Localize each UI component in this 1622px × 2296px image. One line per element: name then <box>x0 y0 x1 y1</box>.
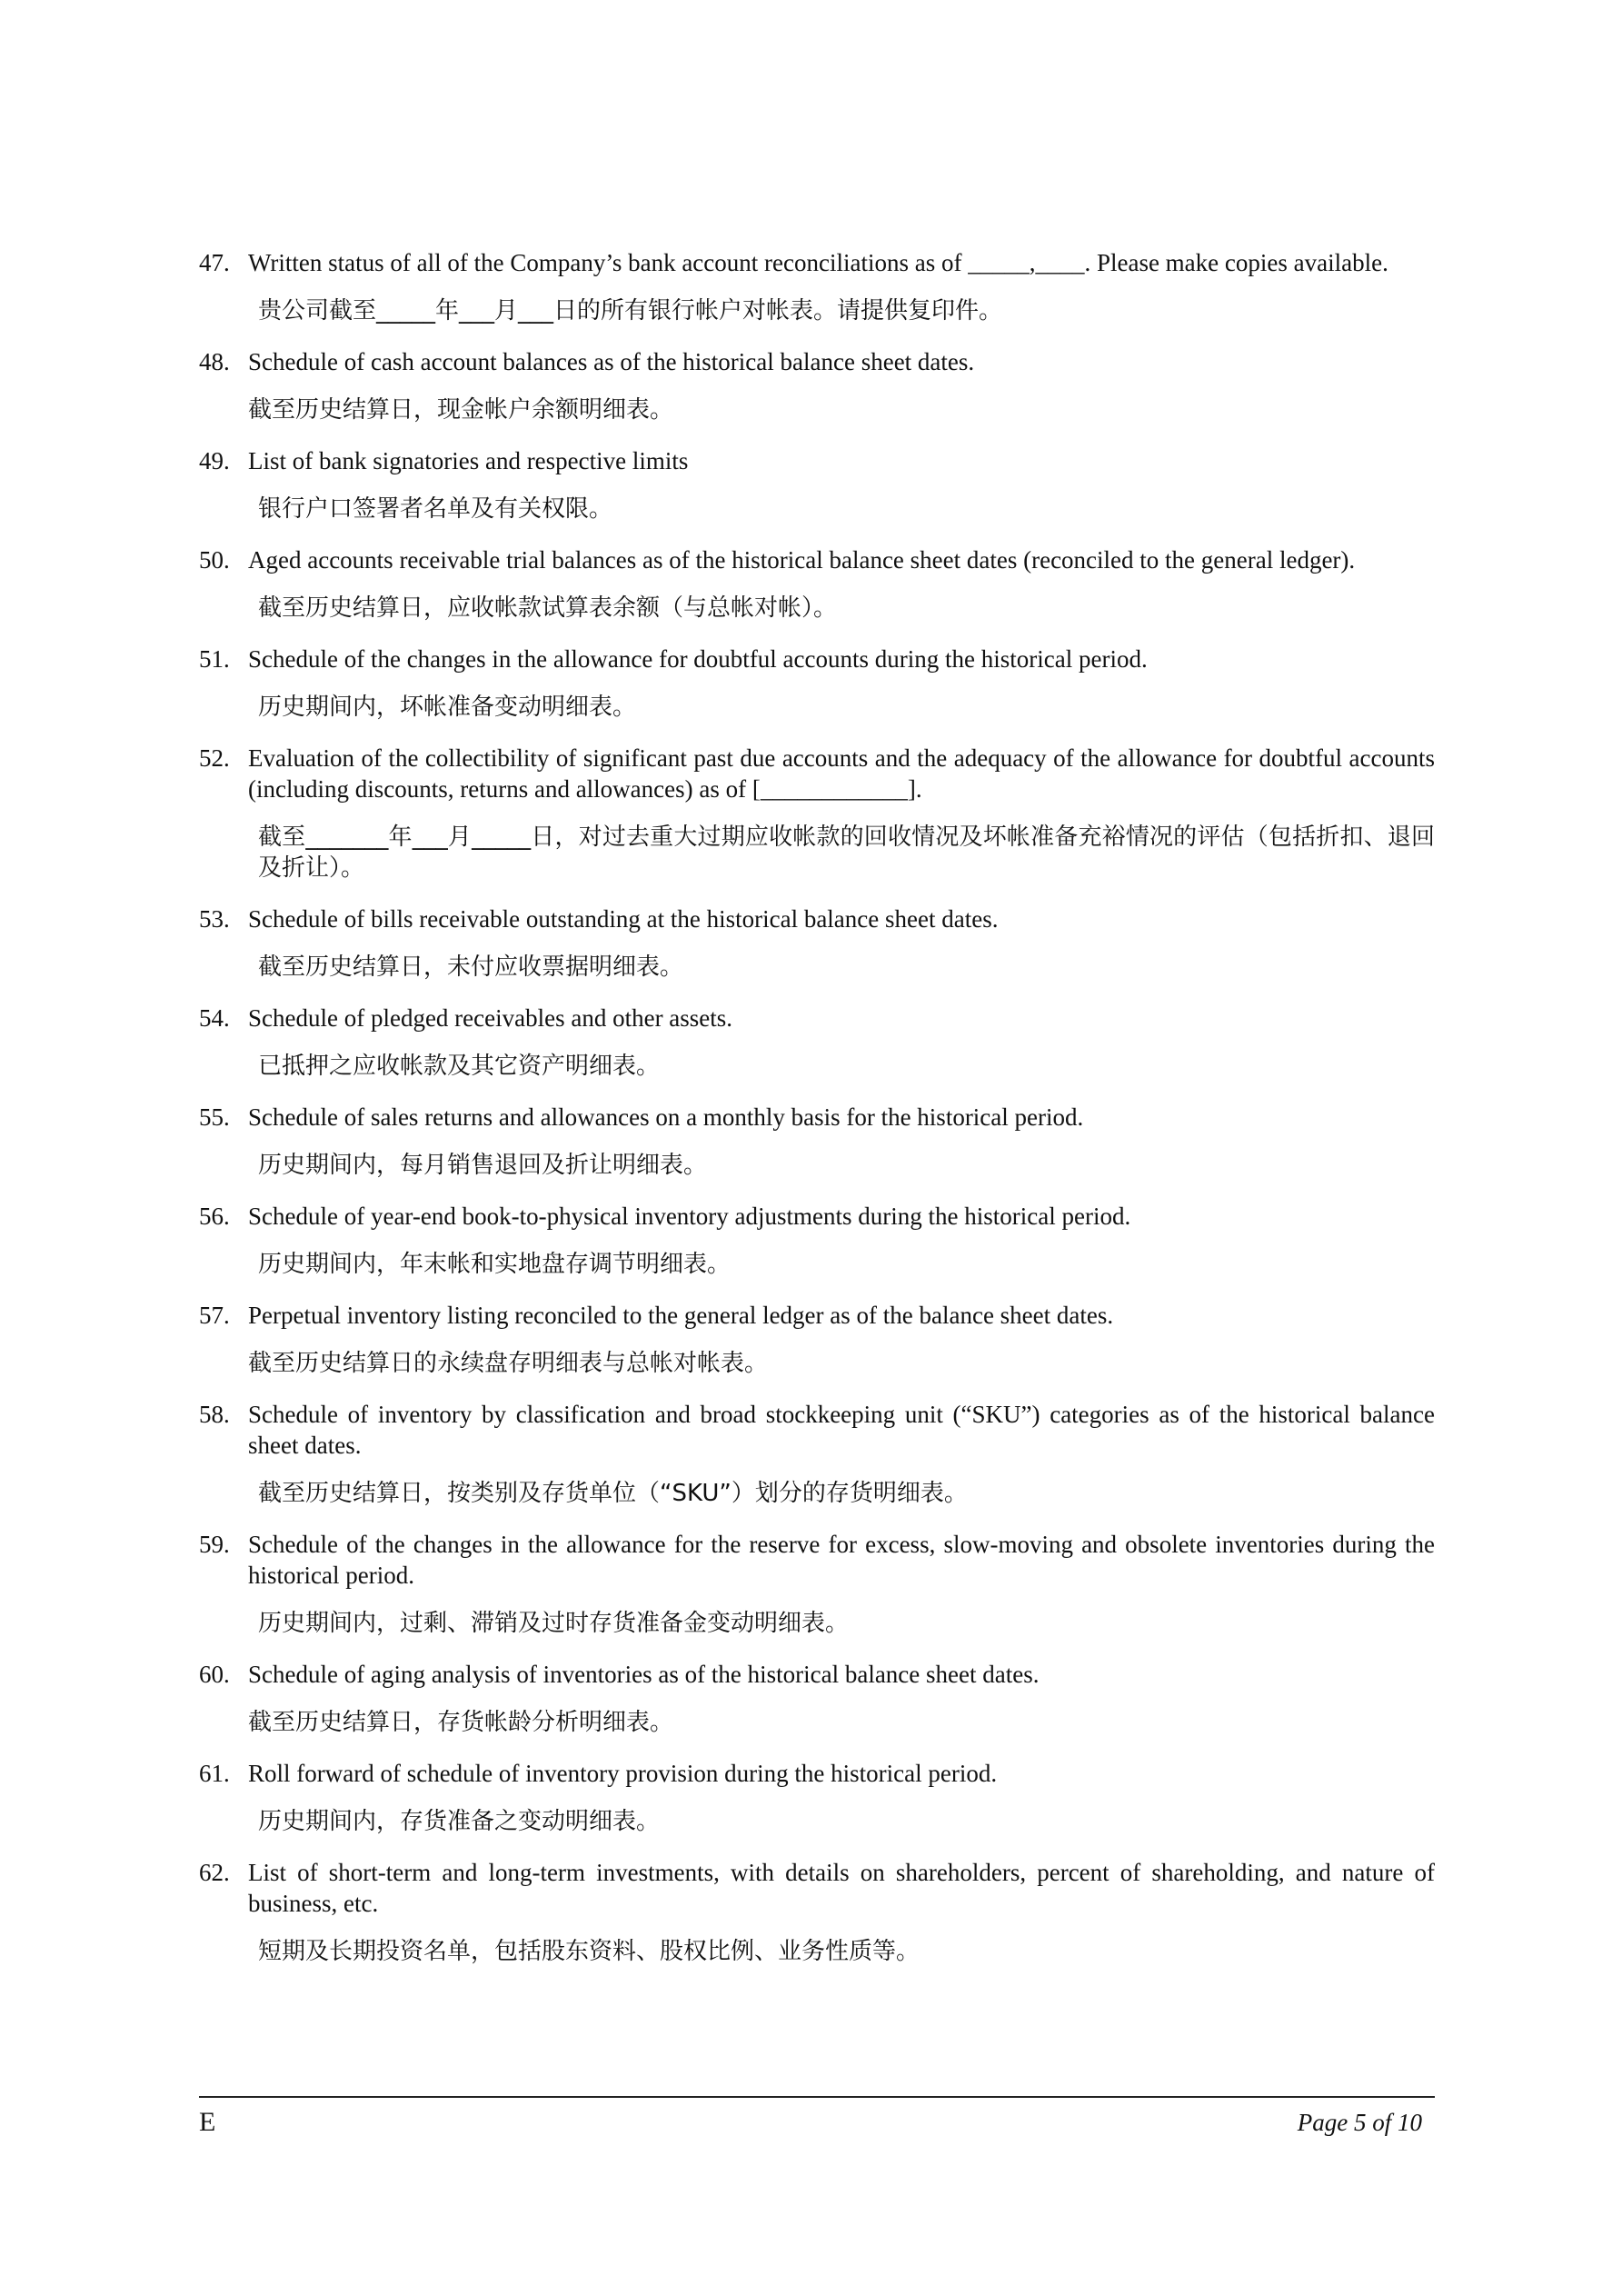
item-english: Schedule of bills receivable outstanding at the historical balance sheet dates. <box>248 905 999 933</box>
item-chinese: 截至历史结算日，现金帐户余额明细表。 <box>248 396 674 424</box>
list-item <box>199 1003 1435 1082</box>
item-number: 48. <box>199 348 230 375</box>
item-english: Schedule of aging analysis of inventories as of the historical balance sheet dates. <box>248 1661 1040 1688</box>
item-chinese: 历史期间内，过剩、滞销及过时存货准备金变动明细表。 <box>258 1610 850 1637</box>
item-chinese: 短期及长期投资名单，包括股东资料、股权比例、业务性质等。 <box>258 1938 920 1965</box>
item-chinese: 截至历史结算日，存货帐龄分析明细表。 <box>248 1709 674 1736</box>
list-item <box>199 544 1435 624</box>
item-number: 56. <box>199 1203 230 1230</box>
item-chinese: 已抵押之应收帐款及其它资产明细表。 <box>258 1053 661 1080</box>
item-number: 60. <box>199 1661 230 1688</box>
item-chinese: 截至历史结算日，应收帐款试算表余额（与总帐对帐）。 <box>258 594 838 622</box>
item-number: 52. <box>199 744 230 772</box>
item-english: Schedule of the changes in the allowance for doubtful accounts during the historical period. <box>248 645 1148 673</box>
item-number: 54. <box>199 1004 230 1032</box>
item-number: 51. <box>199 645 230 673</box>
list-item <box>199 1758 1435 1837</box>
list-item <box>199 1659 1435 1738</box>
list-item <box>199 1300 1435 1379</box>
list-item <box>199 903 1435 983</box>
list-item <box>199 1102 1435 1181</box>
item-english: Schedule of sales returns and allowances on a monthly basis for the historical period. <box>248 1103 1084 1131</box>
item-english: Schedule of year-end book-to-physical inventory adjustments during the historical period. <box>248 1203 1131 1230</box>
list-item <box>199 247 1435 326</box>
item-number: 55. <box>199 1103 230 1131</box>
item-number: 47. <box>199 249 230 276</box>
item-english: Schedule of cash account balances as of the historical balance sheet dates. <box>248 348 975 375</box>
list-item <box>199 1201 1435 1280</box>
footer-label: E <box>199 2107 216 2137</box>
item-number: 61. <box>199 1760 230 1787</box>
list-item <box>199 1529 1435 1639</box>
item-english: Written status of all of the Company’s bank account reconciliations as of _____,____. Please make copies available. <box>248 249 1388 276</box>
request-list <box>199 247 1435 1987</box>
item-chinese: 历史期间内，年末帐和实地盘存调节明细表。 <box>258 1251 731 1278</box>
item-number: 53. <box>199 905 230 933</box>
item-chinese: 截至历史结算日，按类别及存货单位（“SKU”）划分的存货明细表。 <box>258 1480 968 1507</box>
item-english: List of short-term and long-term investments, with details on shareholders, percent of shareholding, and nature of business, etc. <box>248 1859 1435 1917</box>
list-item <box>199 445 1435 524</box>
item-number: 49. <box>199 447 230 474</box>
item-number: 62. <box>199 1859 230 1886</box>
item-chinese: 历史期间内，坏帐准备变动明细表。 <box>258 694 637 721</box>
list-item <box>199 1857 1435 1967</box>
item-english: List of bank signatories and respective limits <box>248 447 689 474</box>
list-item <box>199 743 1435 883</box>
item-chinese: 历史期间内，每月销售退回及折让明细表。 <box>258 1152 708 1179</box>
item-chinese: 截至_______年___月_____日，对过去重大过期应收帐款的回收情况及坏帐准备充裕情况的评估（包括折扣、退回及折让）。 <box>258 824 1435 882</box>
item-number: 59. <box>199 1531 230 1558</box>
item-chinese: 银行户口签署者名单及有关权限。 <box>258 495 613 523</box>
item-english: Perpetual inventory listing reconciled to the general ledger as of the balance sheet dates. <box>248 1302 1114 1329</box>
item-english: Roll forward of schedule of inventory provision during the historical period. <box>248 1760 998 1787</box>
item-english: Schedule of pledged receivables and other assets. <box>248 1004 733 1032</box>
list-item <box>199 1399 1435 1509</box>
item-english: Aged accounts receivable trial balances as of the historical balance sheet dates (reconciled to the general ledger). <box>248 546 1356 574</box>
item-chinese: 贵公司截至_____年___月___日的所有银行帐户对帐表。请提供复印件。 <box>258 297 1003 324</box>
item-english: Schedule of the changes in the allowance for the reserve for excess, slow-moving and obsolete inventories during the historical period. <box>248 1531 1435 1589</box>
list-item <box>199 346 1435 425</box>
page-number: Page 5 of 10 <box>1297 2109 1422 2136</box>
item-chinese: 截至历史结算日的永续盘存明细表与总帐对帐表。 <box>248 1350 769 1377</box>
item-english: Schedule of inventory by classification and broad stockkeeping unit (“SKU”) categories as of the historical balance sheet dates. <box>248 1401 1435 1459</box>
item-english: Evaluation of the collectibility of significant past due accounts and the adequacy of the allowance for doubtful accounts (including discounts, returns and allowances) as of [____________]. <box>248 744 1435 803</box>
item-chinese: 截至历史结算日，未付应收票据明细表。 <box>258 953 684 981</box>
item-number: 58. <box>199 1401 230 1428</box>
item-number: 57. <box>199 1302 230 1329</box>
list-item <box>199 644 1435 723</box>
item-chinese: 历史期间内，存货准备之变动明细表。 <box>258 1808 661 1835</box>
item-number: 50. <box>199 546 230 574</box>
footer-divider <box>199 2096 1435 2098</box>
